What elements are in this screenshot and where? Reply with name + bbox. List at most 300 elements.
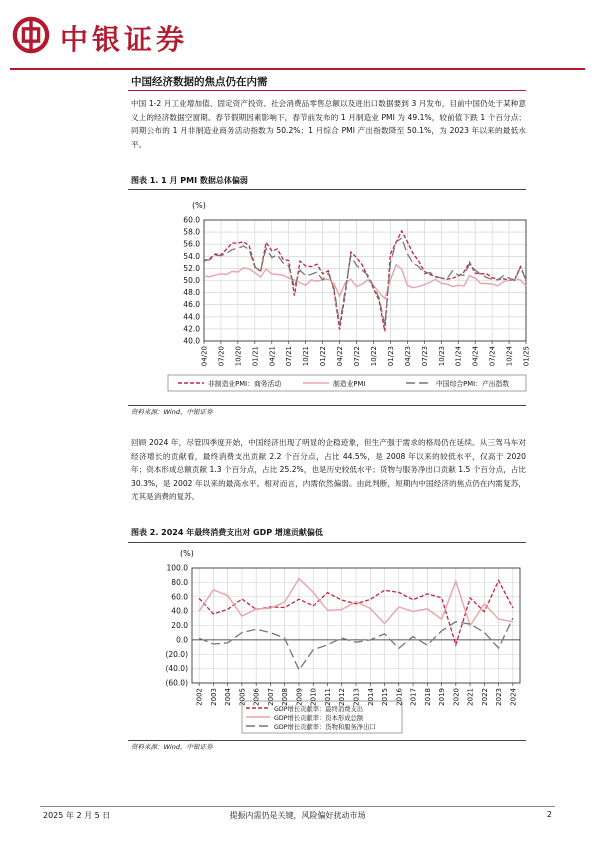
data-point xyxy=(384,298,385,299)
data-point xyxy=(243,267,244,268)
x-tick-label: 10/20 xyxy=(234,346,243,367)
data-point xyxy=(355,642,356,643)
data-point xyxy=(209,276,210,277)
x-tick-label: 01/21 xyxy=(251,346,260,367)
figure1-source: 资料来源：Wind，中银证券 xyxy=(131,408,213,416)
data-point xyxy=(220,273,221,274)
data-point xyxy=(215,255,216,256)
data-point xyxy=(469,264,470,265)
data-point xyxy=(412,262,413,263)
data-point xyxy=(475,278,476,279)
data-point xyxy=(311,274,312,275)
data-point xyxy=(232,271,233,272)
data-point xyxy=(316,264,317,265)
figure2-source: 资料来源：Wind，中银证券 xyxy=(131,743,213,751)
data-point xyxy=(341,609,342,610)
data-point xyxy=(327,610,328,611)
data-point xyxy=(362,284,363,285)
data-point xyxy=(498,619,499,620)
data-point xyxy=(373,286,374,287)
data-point xyxy=(356,265,357,266)
data-point xyxy=(503,281,504,282)
x-tick-label: 10/21 xyxy=(302,346,311,367)
y-tick-label: 56.0 xyxy=(183,239,200,249)
x-tick-label: 07/20 xyxy=(217,346,226,367)
data-point xyxy=(492,277,493,278)
x-tick-label: 01/23 xyxy=(386,346,395,367)
data-point xyxy=(355,601,356,602)
y-tick-label: 100.0 xyxy=(166,563,188,573)
data-point xyxy=(370,608,371,609)
x-tick-label: 2003 xyxy=(209,688,218,706)
data-point xyxy=(277,255,278,256)
data-point xyxy=(446,284,447,285)
data-point xyxy=(390,262,391,263)
data-point xyxy=(455,621,456,622)
data-point xyxy=(512,607,513,608)
data-point xyxy=(525,285,526,286)
x-tick-label: 2005 xyxy=(238,688,247,706)
y-tick-label: 40.0 xyxy=(171,606,188,616)
data-point xyxy=(294,287,295,288)
x-tick-label: 2021 xyxy=(466,688,475,706)
data-point xyxy=(503,278,504,279)
data-point xyxy=(458,276,459,277)
data-point xyxy=(475,270,476,271)
data-point xyxy=(241,616,242,617)
data-point xyxy=(407,241,408,242)
gdp-contribution-line-chart xyxy=(128,543,526,739)
data-point xyxy=(227,609,228,610)
data-point xyxy=(412,287,413,288)
data-point xyxy=(514,280,515,281)
data-point xyxy=(341,638,342,639)
data-point xyxy=(305,265,306,266)
data-point xyxy=(294,279,295,280)
x-tick-label: 07/21 xyxy=(285,346,294,367)
data-point xyxy=(525,279,526,280)
data-point xyxy=(520,267,521,268)
data-point xyxy=(384,623,385,624)
x-tick-label: 2014 xyxy=(366,688,375,706)
data-point xyxy=(266,248,267,249)
section-title: 中国经济数据的焦点仍在内需 xyxy=(131,76,268,88)
data-point xyxy=(412,253,413,254)
data-point xyxy=(384,590,385,591)
data-point xyxy=(424,271,425,272)
data-point xyxy=(322,279,323,280)
data-point xyxy=(328,273,329,274)
y-tick-label: 42.0 xyxy=(183,324,200,334)
data-point xyxy=(298,599,299,600)
y-tick-label: 80.0 xyxy=(171,577,188,587)
data-point xyxy=(498,648,499,649)
data-point xyxy=(254,267,255,268)
data-point xyxy=(356,286,357,287)
data-point xyxy=(435,276,436,277)
data-point xyxy=(452,286,453,287)
paragraph-gdp-contribution: 回顾 2024 年，尽管四季度开始，中国经济出现了明显的企稳迹象，但生产强于需求的格局仍在延续。从三驾马车对经济增长的贡献看，最终消费支出贡献 2.2 个百分点，占比 44.5%，是 2008 年以来的较低水平，仅高于 2020 年；资本形成总额贡献 1.3 个百分点，占比 25.2%，也是历史较低水平；货物与服务净出口贡献 1.5 个百分点，占比 30.3%，是 2002 年以来的最高水平。相对而言，内需依然偏弱。由此判断，短期内中国经济的焦点仍在内需复苏，尤其是消费的复苏。 xyxy=(131,438,526,502)
footer-report-title: 提振内需仍是关键，风险偏好扰动市场 xyxy=(229,811,366,820)
y-tick-label: (40.0) xyxy=(165,664,188,674)
footer-date: 2025 年 2 月 5 日 xyxy=(43,811,111,820)
legend-label-3: GDP增长贡献率：货物和服务净出口 xyxy=(274,724,376,731)
data-point xyxy=(429,282,430,283)
data-point xyxy=(213,589,214,590)
data-point xyxy=(277,274,278,275)
data-point xyxy=(328,279,329,280)
data-point xyxy=(362,264,363,265)
x-tick-label: 07/23 xyxy=(420,346,429,367)
x-tick-label: 10/23 xyxy=(437,346,446,367)
data-point xyxy=(227,595,228,596)
data-point xyxy=(412,599,413,600)
data-point xyxy=(486,283,487,284)
legend-label-2: GDP增长贡献率：资本形成总额 xyxy=(274,715,364,722)
data-point xyxy=(345,282,346,283)
data-point xyxy=(424,284,425,285)
x-tick-label: 2022 xyxy=(480,688,489,706)
data-point xyxy=(232,242,233,243)
figure2-title: 图表 2. 2024 年最终消费支出对 GDP 增速贡献偏低 xyxy=(131,528,323,537)
data-point xyxy=(271,257,272,258)
data-point xyxy=(305,285,306,286)
data-point xyxy=(407,285,408,286)
x-tick-label: 2002 xyxy=(195,688,204,706)
data-point xyxy=(313,605,314,606)
data-point xyxy=(418,261,419,262)
data-point xyxy=(470,625,471,626)
x-tick-label: 2016 xyxy=(395,688,404,706)
data-point xyxy=(463,275,464,276)
x-tick-label: 04/23 xyxy=(403,346,412,367)
data-point xyxy=(480,274,481,275)
data-point xyxy=(398,648,399,649)
data-point xyxy=(333,287,334,288)
data-point xyxy=(298,578,299,579)
data-point xyxy=(284,601,285,602)
data-point xyxy=(370,599,371,600)
data-point xyxy=(498,580,499,581)
data-point xyxy=(237,242,238,243)
data-point xyxy=(271,250,272,251)
data-point xyxy=(243,241,244,242)
y-tick-label: 50.0 xyxy=(183,276,200,285)
y-tick-label: 48.0 xyxy=(183,288,200,298)
data-point xyxy=(277,248,278,249)
data-point xyxy=(215,275,216,276)
x-tick-label: 07/24 xyxy=(488,346,497,367)
data-point xyxy=(227,642,228,643)
data-point xyxy=(294,295,295,296)
data-point xyxy=(316,281,317,282)
data-point xyxy=(412,611,413,612)
data-point xyxy=(341,600,342,601)
data-point xyxy=(469,262,470,263)
x-tick-label: 2004 xyxy=(224,688,233,706)
data-point xyxy=(441,619,442,620)
data-point xyxy=(514,278,515,279)
y-tick-label: 40.0 xyxy=(183,336,200,346)
data-point xyxy=(497,285,498,286)
unit-label: (%) xyxy=(192,201,206,210)
figure2-bottom-rule xyxy=(128,740,526,741)
data-point xyxy=(313,592,314,593)
data-point xyxy=(270,632,271,633)
header-rule xyxy=(10,68,585,70)
data-point xyxy=(492,279,493,280)
data-point xyxy=(213,643,214,644)
figure1-title: 图表 1. 1 月 PMI 数据总体偏弱 xyxy=(131,176,248,185)
data-point xyxy=(345,290,346,291)
data-point xyxy=(322,273,323,274)
data-point xyxy=(288,278,289,279)
data-point xyxy=(497,279,498,280)
data-point xyxy=(441,630,442,631)
data-point xyxy=(463,285,464,286)
x-tick-label: 01/24 xyxy=(454,346,463,367)
data-point xyxy=(305,275,306,276)
data-point xyxy=(367,275,368,276)
data-point xyxy=(470,597,471,598)
data-point xyxy=(355,603,356,604)
data-point xyxy=(260,276,261,277)
data-point xyxy=(429,274,430,275)
pmi-line-chart xyxy=(128,190,531,404)
data-point xyxy=(339,324,340,325)
data-point xyxy=(441,597,442,598)
data-point xyxy=(484,632,485,633)
data-point xyxy=(427,608,428,609)
x-tick-label: 07/22 xyxy=(353,346,362,367)
data-point xyxy=(458,275,459,276)
legend-label-3: 中国综合PMI：产出指数 xyxy=(436,380,510,388)
y-tick-label: 60.0 xyxy=(171,592,188,602)
data-point xyxy=(463,271,464,272)
data-point xyxy=(379,297,380,298)
data-point xyxy=(441,278,442,279)
y-tick-label: 0.0 xyxy=(176,635,188,645)
data-point xyxy=(288,265,289,266)
data-point xyxy=(509,278,510,279)
data-point xyxy=(469,275,470,276)
x-tick-label: 2015 xyxy=(381,688,390,706)
data-point xyxy=(266,268,267,269)
data-point xyxy=(266,242,267,243)
data-point xyxy=(209,259,210,260)
x-tick-label: 2024 xyxy=(509,688,518,706)
data-point xyxy=(401,238,402,239)
data-point xyxy=(241,598,242,599)
data-point xyxy=(311,266,312,267)
data-point xyxy=(390,279,391,280)
data-point xyxy=(379,292,380,293)
y-tick-label: 60.0 xyxy=(183,215,200,225)
data-point xyxy=(486,273,487,274)
data-point xyxy=(379,300,380,301)
data-point xyxy=(427,593,428,594)
y-tick-label: 46.0 xyxy=(183,300,200,310)
data-point xyxy=(418,266,419,267)
data-point xyxy=(249,245,250,246)
data-point xyxy=(327,644,328,645)
x-tick-label: 2009 xyxy=(295,688,304,706)
data-point xyxy=(446,278,447,279)
data-point xyxy=(362,270,363,271)
x-tick-label: 01/22 xyxy=(319,346,328,367)
data-point xyxy=(203,259,204,260)
y-tick-label: 58.0 xyxy=(183,227,200,237)
figure1-bottom-rule xyxy=(128,405,526,406)
section-rule xyxy=(128,90,526,91)
data-point xyxy=(215,253,216,254)
data-point xyxy=(226,248,227,249)
x-tick-label: 2019 xyxy=(438,688,447,706)
data-point xyxy=(458,285,459,286)
data-point xyxy=(509,279,510,280)
data-point xyxy=(339,329,340,330)
data-point xyxy=(260,270,261,271)
data-point xyxy=(350,279,351,280)
data-point xyxy=(370,639,371,640)
x-tick-label: 2008 xyxy=(281,688,290,706)
data-point xyxy=(237,271,238,272)
y-tick-label: 52.0 xyxy=(183,263,200,273)
x-tick-label: 04/24 xyxy=(471,346,480,367)
data-point xyxy=(470,624,471,625)
data-point xyxy=(452,278,453,279)
x-tick-label: 2023 xyxy=(495,688,504,706)
y-tick-label: 20.0 xyxy=(171,621,188,630)
data-point xyxy=(429,272,430,273)
data-point xyxy=(284,638,285,639)
data-point xyxy=(384,325,385,326)
y-tick-label: (20.0) xyxy=(165,649,188,659)
footer-rule xyxy=(40,806,555,807)
data-point xyxy=(256,629,257,630)
data-point xyxy=(311,279,312,280)
data-point xyxy=(199,638,200,639)
data-point xyxy=(288,260,289,261)
data-point xyxy=(271,273,272,274)
data-point xyxy=(284,607,285,608)
data-point xyxy=(424,273,425,274)
data-point xyxy=(299,270,300,271)
x-tick-label: 2006 xyxy=(252,688,261,706)
x-tick-label: 2007 xyxy=(266,688,275,706)
data-point xyxy=(512,618,513,619)
data-point xyxy=(226,253,227,254)
x-tick-label: 10/22 xyxy=(369,346,378,367)
data-point xyxy=(484,603,485,604)
data-point xyxy=(299,261,300,262)
data-point xyxy=(232,249,233,250)
data-point xyxy=(384,633,385,634)
legend-label-2: 制造业PMI xyxy=(333,380,366,388)
x-tick-label: 04/22 xyxy=(336,346,345,367)
data-point xyxy=(350,255,351,256)
data-point xyxy=(512,621,513,622)
data-point xyxy=(241,632,242,633)
data-point xyxy=(270,608,271,609)
data-point xyxy=(283,275,284,276)
data-point xyxy=(407,253,408,254)
unit-label: (%) xyxy=(180,549,194,558)
data-point xyxy=(475,273,476,274)
x-tick-label: 04/20 xyxy=(200,346,209,367)
x-tick-label: 2020 xyxy=(452,688,461,706)
y-tick-label: 54.0 xyxy=(183,251,200,261)
data-point xyxy=(313,649,314,650)
page-number: 2 xyxy=(546,810,552,819)
data-point xyxy=(350,252,351,253)
y-tick-label: 44.0 xyxy=(183,312,200,322)
data-point xyxy=(427,645,428,646)
data-point xyxy=(220,255,221,256)
data-point xyxy=(484,611,485,612)
data-point xyxy=(199,598,200,599)
data-point xyxy=(298,669,299,670)
data-point xyxy=(396,264,397,265)
data-point xyxy=(260,271,261,272)
data-point xyxy=(480,283,481,284)
data-point xyxy=(452,270,453,271)
data-point xyxy=(316,271,317,272)
data-point xyxy=(199,611,200,612)
data-point xyxy=(418,286,419,287)
data-point xyxy=(243,245,244,246)
legend-label-1: GDP增长贡献率：最终消费支出 xyxy=(274,706,364,713)
data-point xyxy=(226,274,227,275)
data-point xyxy=(396,241,397,242)
data-point xyxy=(283,259,284,260)
data-point xyxy=(213,613,214,614)
x-tick-label: 2013 xyxy=(352,688,361,706)
data-point xyxy=(203,261,204,262)
x-tick-label: 2018 xyxy=(423,688,432,706)
data-point xyxy=(486,277,487,278)
data-point xyxy=(384,331,385,332)
data-point xyxy=(492,284,493,285)
x-tick-label: 10/24 xyxy=(505,346,514,367)
data-point xyxy=(328,270,329,271)
data-point xyxy=(398,606,399,607)
data-point xyxy=(401,230,402,231)
data-point xyxy=(441,283,442,284)
data-point xyxy=(256,608,257,609)
data-point xyxy=(390,253,391,254)
data-point xyxy=(398,592,399,593)
data-point xyxy=(412,636,413,637)
data-point xyxy=(237,248,238,249)
legend-label-1: 非制造业PMI：商务活动 xyxy=(208,380,282,388)
data-point xyxy=(327,592,328,593)
data-point xyxy=(299,282,300,283)
bank-of-china-logo-icon xyxy=(12,16,50,54)
x-tick-label: 2017 xyxy=(409,688,418,706)
data-point xyxy=(249,249,250,250)
y-tick-label: (60.0) xyxy=(165,678,188,688)
brand-name: 中银证券 xyxy=(60,23,189,56)
data-point xyxy=(203,275,204,276)
data-point xyxy=(249,268,250,269)
x-tick-label: 04/21 xyxy=(268,346,277,367)
data-point xyxy=(401,268,402,269)
data-point xyxy=(254,272,255,273)
data-point xyxy=(503,275,504,276)
x-tick-label: 2012 xyxy=(338,688,347,706)
x-tick-label: 2011 xyxy=(323,688,332,706)
